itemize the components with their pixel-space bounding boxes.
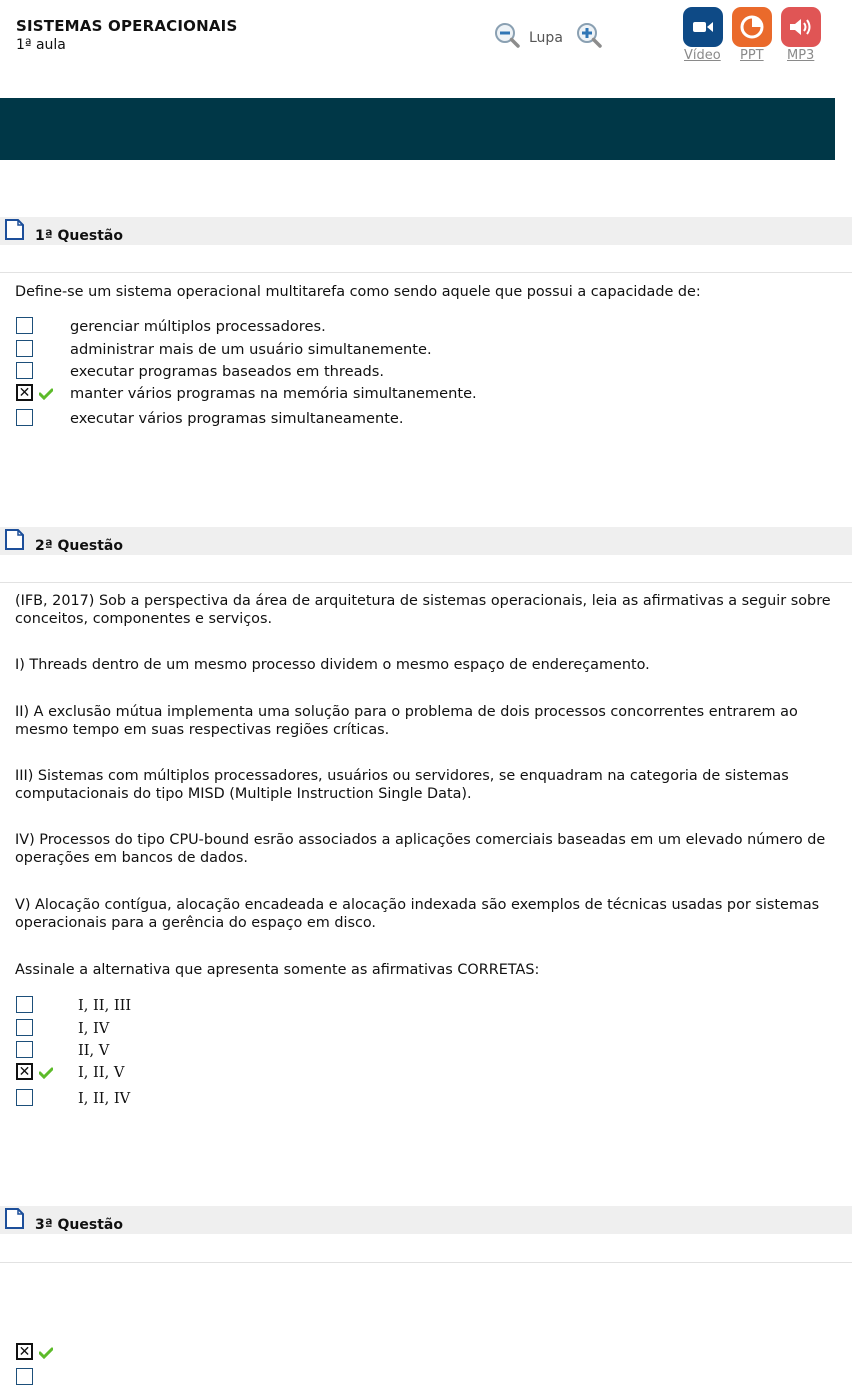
option-checkbox-checked[interactable]: ✕ <box>16 384 33 401</box>
option-text: I, II, V <box>78 1064 125 1081</box>
option-text: I, IV <box>78 1020 110 1037</box>
zoom-out-icon[interactable] <box>494 22 520 48</box>
video-icon <box>692 19 714 35</box>
ppt-link[interactable]: PPT <box>740 48 764 63</box>
speaker-icon <box>788 16 814 38</box>
divider <box>0 1262 852 1263</box>
question-header <box>0 217 852 245</box>
option-checkbox-checked[interactable]: ✕ <box>16 1343 33 1360</box>
option-checkbox[interactable] <box>16 1041 33 1058</box>
question-title: 2ª Questão <box>35 538 123 554</box>
question-paragraph: III) Sistemas com múltiplos processadores, usuários ou servidores, se enquadram na categoria de sistemas computacionais do tipo MISD (Multiple Instruction Single Data). <box>15 768 789 802</box>
option-text: executar programas baseados em threads. <box>70 363 385 380</box>
option-text: manter vários programas na memória simultanemente. <box>70 385 477 402</box>
document-icon <box>5 529 24 550</box>
divider <box>0 272 852 273</box>
mp3-button[interactable] <box>781 7 821 47</box>
question-statement: Define-se um sistema operacional multitarefa como sendo aquele que possui a capacidade de: <box>15 284 701 300</box>
document-icon <box>5 1208 24 1229</box>
option-checkbox[interactable] <box>16 996 33 1013</box>
question-paragraph: IV) Processos do tipo CPU-bound esrão associados a aplicações comerciais baseadas em um elevado número de operações em bancos de dados. <box>15 832 826 866</box>
video-link[interactable]: Vídeo <box>684 48 721 63</box>
question-paragraph: (IFB, 2017) Sob a perspectiva da área de arquitetura de sistemas operacionais, leia as afirmativas a seguir sobre conceitos, componentes e serviços. <box>15 593 831 627</box>
option-text: I, II, III <box>78 997 132 1014</box>
banner <box>0 98 835 160</box>
option-checkbox[interactable] <box>16 409 33 426</box>
option-text: executar vários programas simultaneamente. <box>70 410 404 427</box>
option-text: administrar mais de um usuário simultanemente. <box>70 341 432 358</box>
document-icon <box>5 219 24 240</box>
question-title: 1ª Questão <box>35 228 123 244</box>
question-paragraph: II) A exclusão mútua implementa uma solução para o problema de dois processos concorrentes entrarem ao mesmo tempo em suas respectivas regiões críticas. <box>15 704 798 738</box>
option-checkbox[interactable] <box>16 1089 33 1106</box>
zoom-in-icon[interactable] <box>576 22 602 48</box>
zoom-label: Lupa <box>529 30 563 46</box>
option-text: II, V <box>78 1042 110 1059</box>
check-icon <box>39 1347 53 1359</box>
option-text: gerenciar múltiplos processadores. <box>70 318 326 335</box>
option-checkbox[interactable] <box>16 1019 33 1036</box>
option-text: I, II, IV <box>78 1090 131 1107</box>
option-checkbox-checked[interactable]: ✕ <box>16 1063 33 1080</box>
option-checkbox[interactable] <box>16 362 33 379</box>
check-icon <box>39 1067 53 1079</box>
question-header <box>0 1206 852 1234</box>
option-checkbox[interactable] <box>16 317 33 334</box>
question-header <box>0 527 852 555</box>
mp3-link[interactable]: MP3 <box>787 48 815 63</box>
option-checkbox[interactable] <box>16 340 33 357</box>
question-title: 3ª Questão <box>35 1217 123 1233</box>
chart-icon <box>740 15 764 39</box>
divider <box>0 582 852 583</box>
course-title: SISTEMAS OPERACIONAIS <box>16 17 238 35</box>
question-paragraph: Assinale a alternativa que apresenta somente as afirmativas CORRETAS: <box>15 962 540 978</box>
ppt-button[interactable] <box>732 7 772 47</box>
option-checkbox[interactable] <box>16 1368 33 1385</box>
video-button[interactable] <box>683 7 723 47</box>
question-paragraph: I) Threads dentro de um mesmo processo dividem o mesmo espaço de endereçamento. <box>15 657 650 673</box>
question-paragraph: V) Alocação contígua, alocação encadeada e alocação indexada são exemplos de técnicas usadas por sistemas operacionais para a gerência do espaço em disco. <box>15 897 820 931</box>
check-icon <box>39 388 53 400</box>
lesson-label: 1ª aula <box>16 37 66 53</box>
